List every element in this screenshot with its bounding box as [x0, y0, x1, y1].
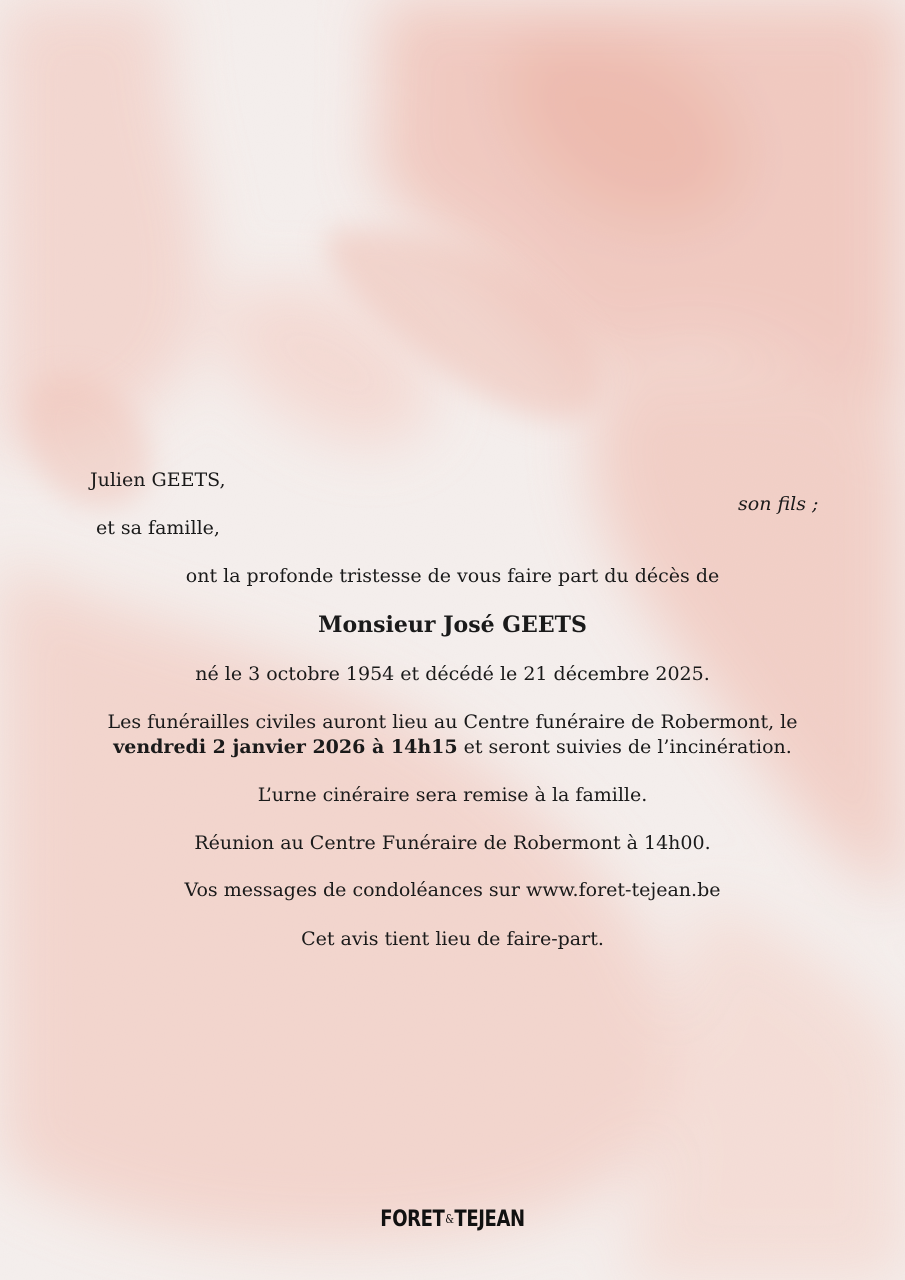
foret-tejean-logo — [81, 1207, 823, 1232]
logo-part-1: FORET — [380, 1207, 445, 1232]
family-line: et sa famille, — [96, 517, 220, 539]
birth-death-dates: né le 3 octobre 1954 et décédé le 21 décembre 2025. — [195, 663, 710, 685]
son-name: Julien GEETS, — [90, 469, 226, 491]
deceased-name: Monsieur José GEETS — [318, 612, 587, 638]
notice-note: Cet avis tient lieu de faire-part. — [301, 928, 604, 950]
urn-line: L’urne cinéraire sera remise à la famille. — [257, 784, 648, 806]
funeral-date-time: vendredi 2 janvier 2026 à 14h15 — [113, 736, 458, 758]
announcement-line: ont la profonde tristesse de vous faire part du décès de — [185, 565, 720, 587]
condolences-line: Vos messages de condoléances sur www.foret-tejean.be — [184, 879, 721, 901]
meeting-line: Réunion au Centre Funéraire de Robermont à 14h00. — [194, 832, 711, 854]
funeral-details-line1: Les funérailles civiles auront lieu au Centre funéraire de Robermont, le — [107, 711, 798, 733]
logo-part-2: TEJEAN — [454, 1207, 525, 1232]
son-role: son fils ; — [738, 493, 819, 515]
funeral-details-line2 — [0, 735, 905, 759]
funeral-cremation-text: et seront suivies de l’incinération. — [457, 736, 792, 758]
logo-ampersand: & — [445, 1212, 454, 1226]
